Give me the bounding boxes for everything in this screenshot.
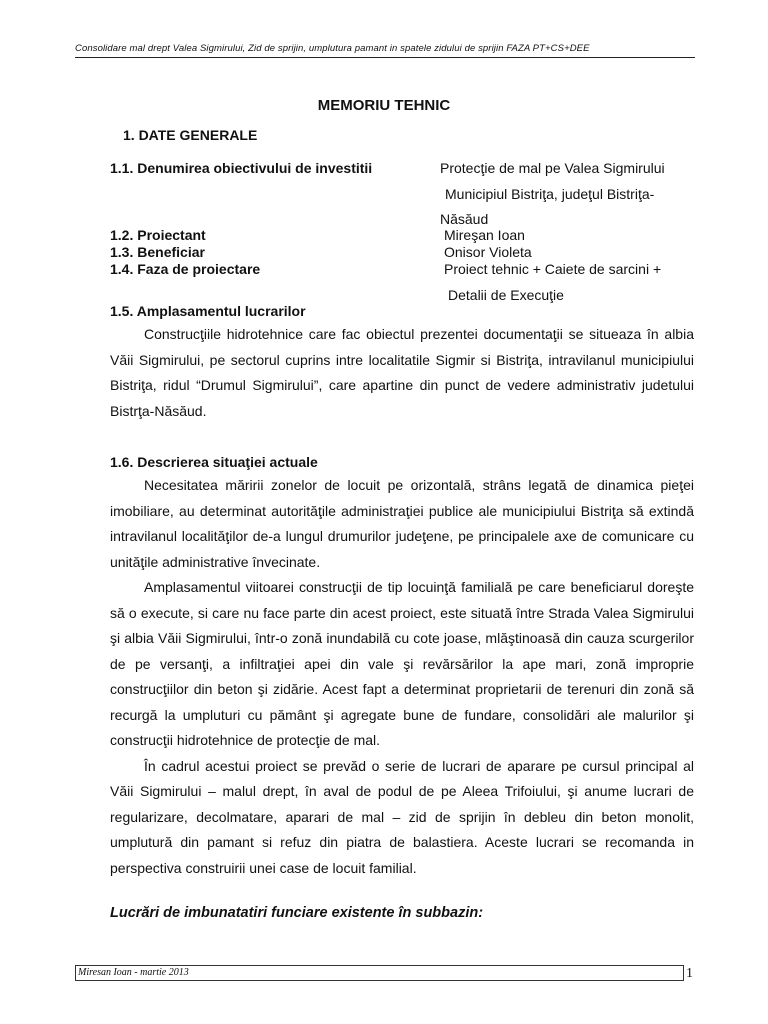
section-heading-descriere: 1.6. Descrierea situaţiei actuale xyxy=(110,454,318,470)
document-title: MEMORIU TEHNIC xyxy=(317,97,451,114)
paragraph-text: Construcţiile hidrotehnice care fac obiectul prezentei documentaţii se situeaza în albia Văii Sigmirului, pe sectorul cuprins intre localitatile Sigmir si Bistriţa, intravilanul municipiului Bistriţa, ridul “Drumul Sigmirului”, care apartine din punct de vedere administrativ judetului Bistrţa-Năsăud. xyxy=(110,326,694,419)
item-value-faza-line1: Proiect tehnic + Caiete de sarcini + xyxy=(444,261,662,277)
item-value-faza-line2: Detalii de Execuţie xyxy=(448,287,564,303)
page-number: 1 xyxy=(686,966,693,981)
item-label-beneficiar: 1.3. Beneficiar xyxy=(110,244,205,260)
footer-author: Miresan Ioan - martie 2013 xyxy=(78,967,189,978)
paragraph-text: În cadrul acestui proiect se prevăd o serie de lucrari de aparare pe cursul principal al Văii Sigmirului – malul drept, în aval de podul de pe Aleea Trifoiului, şi anume lucrari de regularizare, decolmatare, aparari de mal – zid de sprijin în debleu din beton monolit, umplutură din pamant si refuz din piatra de balastiera. Aceste lucrari se recomanda in perspectiva construirii unei case de locuit familial. xyxy=(110,757,694,876)
paragraph-amplasament xyxy=(110,322,694,424)
item-value-denumire-line2: Municipiul Bistriţa, judeţul Bistriţa- xyxy=(445,186,655,202)
paragraph-text: Necesitatea măririi zonelor de locuit pe orizontală, strâns legată de dinamica pieţei imobiliare, au determinat autorităţile administraţiei publice ale municipiului Bistriţa să extindă intravilanul localităţilor de-a lungul drumurilor judeţene, pe principalele axe de comunicare cu unităţile administrative învecinate. xyxy=(110,477,694,570)
item-label-proiectant: 1.2. Proiectant xyxy=(110,227,206,243)
subheading-imbunatatiri: Lucrări de imbunatatiri funciare existente în subbazin: xyxy=(110,905,484,921)
paragraph-text: Amplasamentul viitoarei construcţii de tip locuinţă familială pe care beneficiarul doreşte să o execute, si care nu face parte din acest proiect, este situată între Strada Valea Sigmirului şi albia Văii Sigmirului, într-o zonă inundabilă cu cote joase, mlăştinoasă din cauza scurgerilor de pe versanţi, a infiltraţiei apei din vale şi revărsărilor la ape mari, zonă improprie construcţiilor din beton şi zidărie. Acest fapt a determinat proprietarii de terenuri din zonă să recurgă la umpluturi cu pământ şi agregate bune de fundare, consolidări ale malurilor şi construcţii hidrotehnice de protecţie de mal. xyxy=(110,579,694,748)
item-label-denumire: 1.1. Denumirea obiectivului de investitii xyxy=(110,160,373,176)
section-heading-date-generale: 1. DATE GENERALE xyxy=(123,127,258,143)
item-value-proiectant: Mireşan Ioan xyxy=(444,227,525,243)
paragraphs-descriere xyxy=(110,473,694,881)
item-value-beneficiar: Onisor Violeta xyxy=(444,244,532,260)
item-value-denumire-line3: Năsăud xyxy=(440,211,489,227)
section-heading-amplasament: 1.5. Amplasamentul lucrarilor xyxy=(110,303,306,319)
item-value-denumire-line1: Protecţie de mal pe Valea Sigmirului xyxy=(440,160,665,176)
item-label-faza: 1.4. Faza de proiectare xyxy=(110,261,261,277)
running-header: Consolidare mal drept Valea Sigmirului, Zid de sprijin, umplutura pamant in spatele zidului de sprijin FAZA PT+CS+DEE xyxy=(75,43,590,54)
header-rule xyxy=(75,57,695,58)
